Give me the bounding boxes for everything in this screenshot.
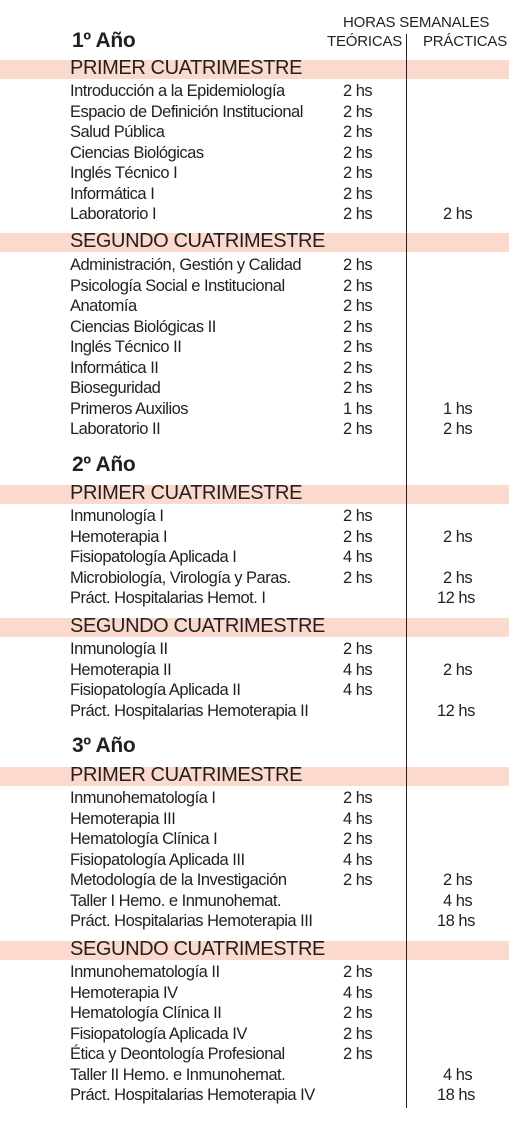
theory-hours: 2 hs bbox=[343, 102, 373, 121]
subject-row bbox=[0, 680, 509, 700]
theory-hours: 2 hs bbox=[343, 184, 373, 203]
practice-hours: 2 hs bbox=[443, 420, 473, 438]
subject-row bbox=[0, 1065, 509, 1085]
year-heading: 3º Año bbox=[72, 734, 136, 757]
theory-hours: 2 hs bbox=[343, 256, 373, 274]
subject-row bbox=[0, 122, 509, 142]
subject-name: Introducción a la Epidemiología bbox=[70, 82, 285, 100]
subject-row bbox=[0, 983, 509, 1003]
subject-name: Fisiopatología Aplicada II bbox=[70, 681, 241, 699]
practice-hours: 4 hs bbox=[443, 891, 473, 910]
theory-column-header: TEÓRICAS bbox=[327, 33, 403, 50]
theory-hours: 4 hs bbox=[343, 660, 373, 679]
theory-hours: 2 hs bbox=[343, 507, 373, 525]
subject-name: Hemoterapia III bbox=[70, 809, 176, 828]
subject-row bbox=[0, 143, 509, 163]
subject-name: Hemoterapia II bbox=[70, 660, 172, 679]
subject-name: Ciencias Biológicas II bbox=[70, 317, 216, 336]
subject-name: Hematología Clínica I bbox=[70, 830, 218, 848]
subject-name: Espacio de Definición Institucional bbox=[70, 102, 303, 121]
practice-hours: 12 hs bbox=[437, 589, 475, 607]
subject-name: Inmunología I bbox=[70, 507, 164, 525]
theory-hours: 2 hs bbox=[343, 276, 373, 295]
practice-hours: 2 hs bbox=[443, 568, 473, 587]
subject-row bbox=[0, 527, 509, 547]
subject-row bbox=[0, 317, 509, 337]
practice-column-header: PRÁCTICAS bbox=[423, 33, 508, 50]
subject-row bbox=[0, 850, 509, 870]
subject-row bbox=[0, 419, 509, 439]
practice-hours: 18 hs bbox=[437, 912, 475, 930]
subject-row bbox=[0, 296, 509, 316]
subject-name: Informática I bbox=[70, 184, 155, 203]
subject-name: Bioseguridad bbox=[70, 379, 161, 397]
practice-hours: 2 hs bbox=[443, 527, 473, 546]
subject-name: Metodología de la Investigación bbox=[70, 871, 287, 889]
subject-name: Práct. Hospitalarias Hemoterapia IV bbox=[70, 1086, 315, 1104]
theory-hours: 2 hs bbox=[343, 789, 373, 807]
subject-name: Inmunología II bbox=[70, 640, 168, 658]
subject-row bbox=[0, 358, 509, 378]
subject-row bbox=[0, 184, 509, 204]
subject-row bbox=[0, 81, 509, 101]
subject-row bbox=[0, 891, 509, 911]
column-divider bbox=[406, 34, 407, 1108]
subject-name: Práct. Hospitalarias Hemoterapia III bbox=[70, 912, 313, 930]
subject-row bbox=[0, 276, 509, 296]
subject-name: Laboratorio I bbox=[70, 205, 157, 223]
weekly-hours-header: HORAS SEMANALES bbox=[343, 14, 490, 31]
subject-name: Hematología Clínica II bbox=[70, 1004, 222, 1022]
theory-hours: 2 hs bbox=[343, 338, 373, 356]
subject-name: Taller I Hemo. e Inmunohemat. bbox=[70, 891, 282, 910]
theory-hours: 2 hs bbox=[343, 317, 373, 336]
subject-row bbox=[0, 870, 509, 890]
practice-hours: 2 hs bbox=[443, 205, 473, 223]
subject-row bbox=[0, 1085, 509, 1105]
theory-hours: 2 hs bbox=[343, 123, 373, 141]
theory-hours: 2 hs bbox=[343, 1024, 373, 1043]
theory-hours: 2 hs bbox=[343, 963, 373, 981]
theory-hours: 2 hs bbox=[343, 1045, 373, 1063]
subject-name: Fisiopatología Aplicada III bbox=[70, 850, 245, 869]
theory-hours: 4 hs bbox=[343, 983, 373, 1002]
subject-name: Práct. Hospitalarias Hemot. I bbox=[70, 589, 266, 607]
subject-name: Inglés Técnico II bbox=[70, 338, 182, 356]
practice-hours: 12 hs bbox=[437, 701, 475, 720]
subject-name: Laboratorio II bbox=[70, 420, 161, 438]
subject-row bbox=[0, 829, 509, 849]
theory-hours: 1 hs bbox=[343, 399, 373, 418]
theory-hours: 2 hs bbox=[343, 297, 373, 315]
subject-name: Informática II bbox=[70, 358, 159, 377]
term-title: SEGUNDO CUATRIMESTRE bbox=[70, 938, 325, 960]
theory-hours: 4 hs bbox=[343, 681, 373, 699]
subject-name: Anatomía bbox=[70, 297, 137, 315]
subject-row bbox=[0, 788, 509, 808]
theory-hours: 2 hs bbox=[343, 568, 373, 587]
subject-row bbox=[0, 962, 509, 982]
subject-row bbox=[0, 255, 509, 275]
subject-name: Taller II Hemo. e Inmunohemat. bbox=[70, 1065, 286, 1084]
theory-hours: 2 hs bbox=[343, 420, 373, 438]
subject-row bbox=[0, 204, 509, 224]
practice-hours: 18 hs bbox=[437, 1086, 475, 1104]
theory-hours: 2 hs bbox=[343, 830, 373, 848]
subject-row bbox=[0, 1003, 509, 1023]
practice-hours: 4 hs bbox=[443, 1065, 473, 1084]
term-title: PRIMER CUATRIMESTRE bbox=[70, 764, 303, 786]
subject-name: Hemoterapia IV bbox=[70, 983, 178, 1002]
theory-hours: 2 hs bbox=[343, 1004, 373, 1022]
subject-row bbox=[0, 102, 509, 122]
theory-hours: 4 hs bbox=[343, 850, 373, 869]
practice-hours: 2 hs bbox=[443, 871, 473, 889]
subject-row bbox=[0, 639, 509, 659]
subject-row bbox=[0, 337, 509, 357]
theory-hours: 2 hs bbox=[343, 143, 373, 162]
practice-hours: 1 hs bbox=[443, 399, 473, 418]
theory-hours: 2 hs bbox=[343, 358, 373, 377]
subject-row bbox=[0, 163, 509, 183]
subject-row bbox=[0, 568, 509, 588]
subject-row bbox=[0, 506, 509, 526]
subject-name: Microbiología, Virología y Paras. bbox=[70, 568, 291, 587]
theory-hours: 2 hs bbox=[343, 871, 373, 889]
year-heading: 2º Año bbox=[72, 453, 136, 476]
subject-name: Ética y Deontología Profesional bbox=[70, 1045, 285, 1063]
theory-hours: 2 hs bbox=[343, 379, 373, 397]
subject-name: Psicología Social e Institucional bbox=[70, 276, 285, 295]
subject-name: Hemoterapia I bbox=[70, 527, 168, 546]
term-title: SEGUNDO CUATRIMESTRE bbox=[70, 230, 325, 252]
subject-row bbox=[0, 378, 509, 398]
subject-name: Inmunohematología II bbox=[70, 963, 220, 981]
theory-hours: 2 hs bbox=[343, 82, 373, 100]
subject-name: Inglés Técnico I bbox=[70, 164, 178, 182]
subject-row bbox=[0, 1024, 509, 1044]
subject-row bbox=[0, 547, 509, 567]
subject-row bbox=[0, 399, 509, 419]
theory-hours: 2 hs bbox=[343, 640, 373, 658]
theory-hours: 2 hs bbox=[343, 164, 373, 182]
term-title: PRIMER CUATRIMESTRE bbox=[70, 57, 303, 79]
subject-name: Administración, Gestión y Calidad bbox=[70, 256, 302, 274]
theory-hours: 2 hs bbox=[343, 527, 373, 546]
term-title: SEGUNDO CUATRIMESTRE bbox=[70, 615, 325, 637]
practice-hours: 2 hs bbox=[443, 660, 473, 679]
subject-name: Inmunohematología I bbox=[70, 789, 216, 807]
subject-name: Fisiopatología Aplicada I bbox=[70, 548, 237, 566]
theory-hours: 4 hs bbox=[343, 548, 373, 566]
subject-name: Salud Pública bbox=[70, 123, 165, 141]
subject-row bbox=[0, 701, 509, 721]
subject-name: Primeros Auxilios bbox=[70, 399, 189, 418]
subject-row bbox=[0, 809, 509, 829]
theory-hours: 4 hs bbox=[343, 809, 373, 828]
year-heading: 1º Año bbox=[72, 29, 136, 52]
subject-name: Ciencias Biológicas bbox=[70, 143, 204, 162]
subject-name: Fisiopatología Aplicada IV bbox=[70, 1024, 247, 1043]
subject-row bbox=[0, 588, 509, 608]
theory-hours: 2 hs bbox=[343, 205, 373, 223]
subject-row bbox=[0, 660, 509, 680]
subject-row bbox=[0, 1044, 509, 1064]
subject-name: Práct. Hospitalarias Hemoterapia II bbox=[70, 701, 309, 720]
term-title: PRIMER CUATRIMESTRE bbox=[70, 482, 303, 504]
subject-row bbox=[0, 911, 509, 931]
